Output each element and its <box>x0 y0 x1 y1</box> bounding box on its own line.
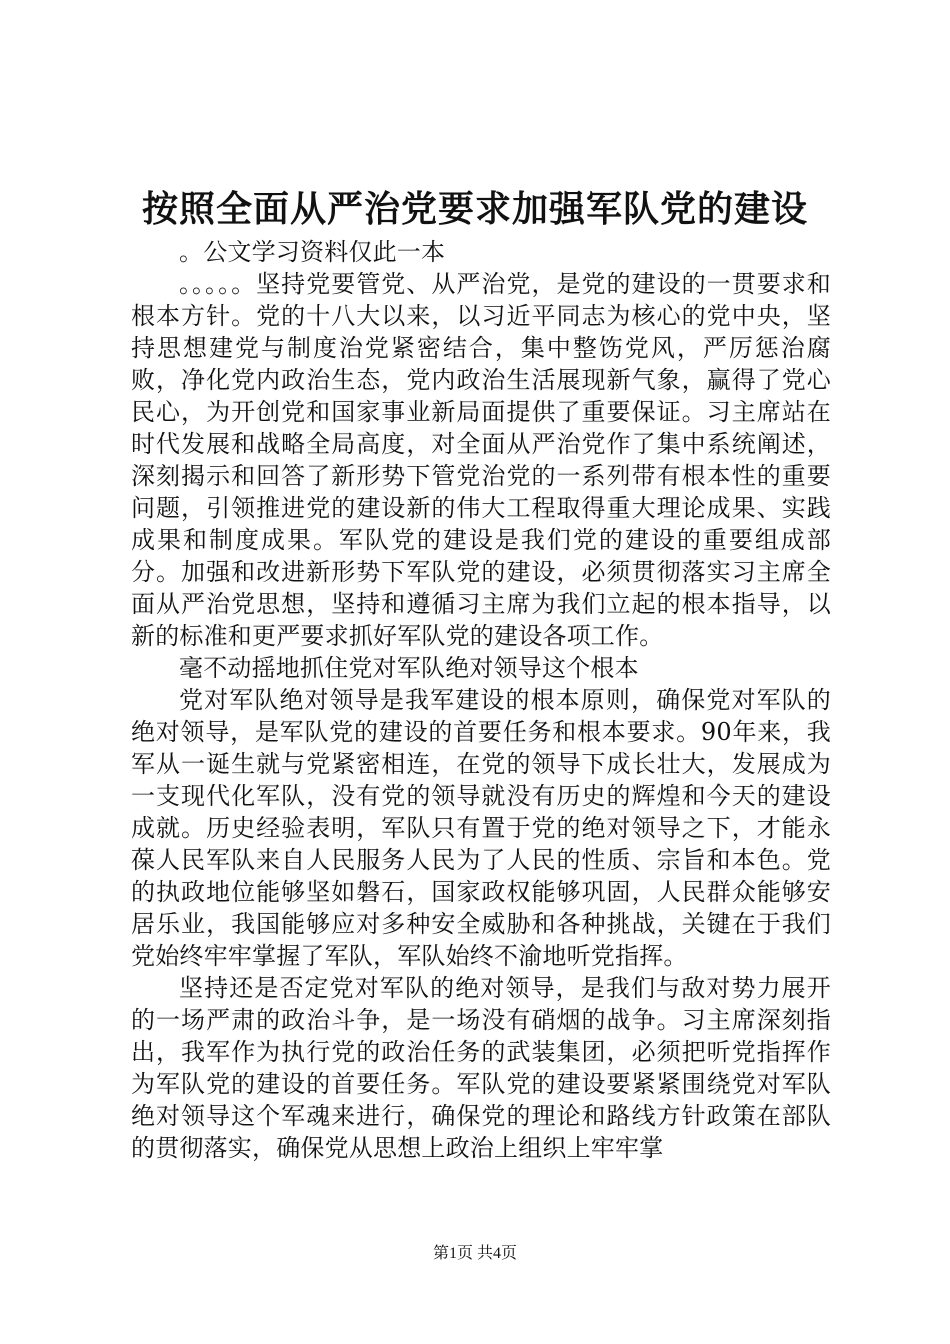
paragraph-political-struggle: 坚持还是否定党对军队的绝对领导，是我们与敌对势力展开的一场严肃的政治斗争，是一场没有硝烟的战争。习主席深刻指出，我军作为执行党的政治任务的武装集团，必须把听党指挥作为军队党的建设的首要任务。军队党的建设要紧紧围绕党对军队绝对领导这个军魂来进行，确保党的理论和路线方针政策在部队的贯彻落实，确保党从思想上政治上组织上牢牢掌 <box>131 974 831 1162</box>
page-footer: 第1页 共4页 <box>432 1245 517 1262</box>
paragraph-intro: 。。。。。坚持党要管党、从严治党，是党的建设的一贯要求和根本方针。党的十八大以来，以习近平同志为核心的党中央，坚持思想建党与制度治党紧密结合，集中整饬党风，严厉惩治腐败，净化党内政治生态，党内政治生活展现新气象，赢得了党心民心，为开创党和国家事业新局面提供了重要保证。习主席站在时代发展和战略全局高度，对全面从严治党作了集中系统阐述，深刻揭示和回答了新形势下管党治党的一系列带有根本性的重要问题，引领推进党的建设新的伟大工程取得重大理论成果、实践成果和制度成果。军队党的建设是我们党的建设的重要组成部分。加强和改进新形势下军队党的建设，必须贯彻落实习主席全面从严治党思想，坚持和遵循习主席为我们立起的根本指导，以新的标准和更严要求抓好军队党的建设各项工作。 <box>131 270 831 650</box>
section-heading: 毫不动摇地抓住党对军队绝对领导这个根本 <box>179 654 639 682</box>
paragraph-absolute-leadership: 党对军队绝对领导是我军建设的根本原则，确保党对军队的绝对领导，是军队党的建设的首要任务和根本要求。90年来，我军从一诞生就与党紧密相连，在党的领导下成长壮大，发展成为一支现代化军队，没有党的领导就没有历史的辉煌和今天的建设成就。历史经验表明，军队只有置于党的绝对领导之下，才能永葆人民军队来自人民服务人民为了人民的性质、宗旨和本色。党的执政地位能够坚如磐石，国家政权能够巩固，人民群众能够安居乐业，我国能够应对多种安全威胁和各种挑战，关键在于我们党始终牢牢掌握了军队，军队始终不渝地听党指挥。 <box>131 686 831 970</box>
paragraph-note: 。公文学习资料仅此一本 <box>179 238 446 266</box>
document-title: 按照全面从严治党要求加强军队党的建设 <box>141 188 808 230</box>
document-body <box>131 236 831 1164</box>
